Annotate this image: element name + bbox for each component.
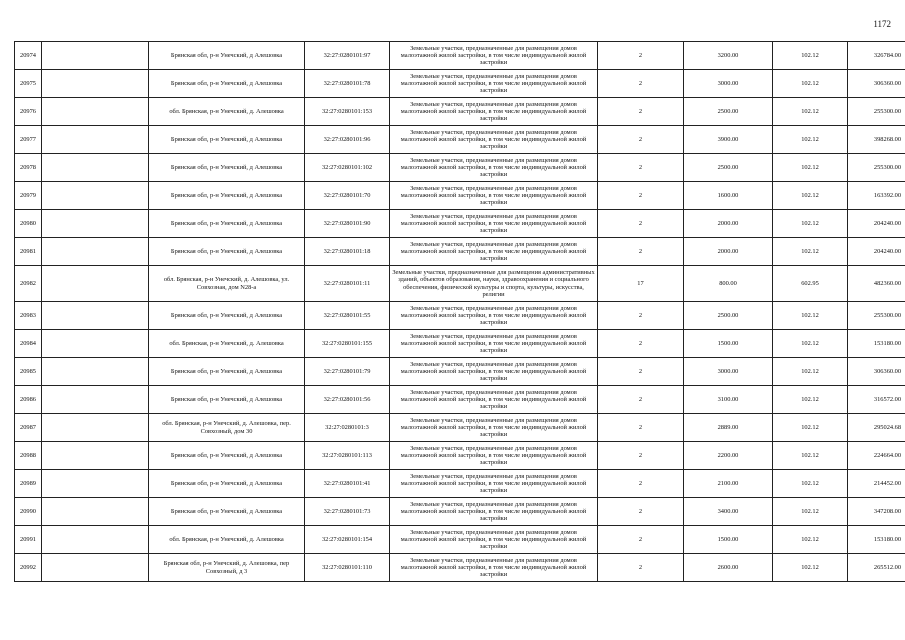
blank-cell xyxy=(42,330,149,358)
use-code-cell: 2 xyxy=(598,330,684,358)
area-cell: 1600.00 xyxy=(684,182,773,210)
row-number-cell: 20989 xyxy=(15,470,42,498)
area-cell: 3100.00 xyxy=(684,386,773,414)
use-code-cell: 17 xyxy=(598,266,684,302)
table-row xyxy=(15,470,905,498)
cadastral-number-cell: 32:27:0280101:79 xyxy=(305,358,390,386)
land-use-cell: Земельные участки, предназначенные для размещения домов малоэтажной жилой застройки, в том числе индивидуальной жилой застройки xyxy=(390,98,598,126)
row-number-cell: 20986 xyxy=(15,386,42,414)
cadastral-number-cell: 32:27:0280101:96 xyxy=(305,126,390,154)
cadastral-number-cell: 32:27:0280101:18 xyxy=(305,238,390,266)
use-code-cell: 2 xyxy=(598,238,684,266)
land-use-cell: Земельные участки, предназначенные для размещения домов малоэтажной жилой застройки, в том числе индивидуальной жилой застройки xyxy=(390,470,598,498)
rate-cell: 102.12 xyxy=(773,330,848,358)
cadastral-value-cell: 204240.00 xyxy=(848,210,905,238)
area-cell: 2600.00 xyxy=(684,554,773,582)
land-use-cell: Земельные участки, предназначенные для размещения домов малоэтажной жилой застройки, в том числе индивидуальной жилой застройки xyxy=(390,554,598,582)
cadastral-number-cell: 32:27:0280101:90 xyxy=(305,210,390,238)
row-number-cell: 20978 xyxy=(15,154,42,182)
table-row xyxy=(15,302,905,330)
cadastral-value-cell: 214452.00 xyxy=(848,470,905,498)
table-row xyxy=(15,526,905,554)
blank-cell xyxy=(42,70,149,98)
table-row xyxy=(15,126,905,154)
use-code-cell: 2 xyxy=(598,442,684,470)
cadastral-number-cell: 32:27:0280101:113 xyxy=(305,442,390,470)
cadastral-number-cell: 32:27:0280101:110 xyxy=(305,554,390,582)
row-number-cell: 20991 xyxy=(15,526,42,554)
rate-cell: 102.12 xyxy=(773,414,848,442)
cadastral-value-cell: 255300.00 xyxy=(848,302,905,330)
address-cell: обл. Брянская, р-н Унечский, д. Алешовка, пер. Совхозный, дом 30 xyxy=(149,414,305,442)
land-use-cell: Земельные участки, предназначенные для размещения домов малоэтажной жилой застройки, в том числе индивидуальной жилой застройки xyxy=(390,70,598,98)
blank-cell xyxy=(42,470,149,498)
table-row xyxy=(15,442,905,470)
use-code-cell: 2 xyxy=(598,98,684,126)
blank-cell xyxy=(42,42,149,70)
rate-cell: 102.12 xyxy=(773,554,848,582)
cadastral-value-cell: 153180.00 xyxy=(848,330,905,358)
cadastral-value-cell: 153180.00 xyxy=(848,526,905,554)
cadastral-value-cell: 255300.00 xyxy=(848,154,905,182)
table-row xyxy=(15,498,905,526)
area-cell: 3900.00 xyxy=(684,126,773,154)
row-number-cell: 20983 xyxy=(15,302,42,330)
blank-cell xyxy=(42,358,149,386)
area-cell: 3200.00 xyxy=(684,42,773,70)
cadastral-number-cell: 32:27:0280101:55 xyxy=(305,302,390,330)
blank-cell xyxy=(42,414,149,442)
address-cell: Брянская обл, р-н Унечский, д Алешовка xyxy=(149,302,305,330)
area-cell: 3400.00 xyxy=(684,498,773,526)
rate-cell: 602.95 xyxy=(773,266,848,302)
address-cell: Брянская обл, р-н Унечский, д Алешовка xyxy=(149,358,305,386)
blank-cell xyxy=(42,98,149,126)
blank-cell xyxy=(42,182,149,210)
address-cell: обл. Брянская, р-н Унечский, д. Алешовка xyxy=(149,330,305,358)
table-row xyxy=(15,182,905,210)
use-code-cell: 2 xyxy=(598,554,684,582)
rate-cell: 102.12 xyxy=(773,386,848,414)
cadastral-value-cell: 326784.00 xyxy=(848,42,905,70)
area-cell: 1500.00 xyxy=(684,330,773,358)
blank-cell xyxy=(42,238,149,266)
land-use-cell: Земельные участки, предназначенные для размещения домов малоэтажной жилой застройки, в том числе индивидуальной жилой застройки xyxy=(390,126,598,154)
land-use-cell: Земельные участки, предназначенные для размещения домов малоэтажной жилой застройки, в том числе индивидуальной жилой застройки xyxy=(390,182,598,210)
land-use-cell: Земельные участки, предназначенные для размещения домов малоэтажной жилой застройки, в том числе индивидуальной жилой застройки xyxy=(390,498,598,526)
cadastral-number-cell: 32:27:0280101:154 xyxy=(305,526,390,554)
area-cell: 2100.00 xyxy=(684,470,773,498)
row-number-cell: 20977 xyxy=(15,126,42,154)
table-row xyxy=(15,414,905,442)
row-number-cell: 20974 xyxy=(15,42,42,70)
rate-cell: 102.12 xyxy=(773,498,848,526)
use-code-cell: 2 xyxy=(598,70,684,98)
cadastral-value-cell: 306360.00 xyxy=(848,358,905,386)
address-cell: Брянская обл, р-н Унечский, д Алешовка xyxy=(149,498,305,526)
cadastral-number-cell: 32:27:0280101:78 xyxy=(305,70,390,98)
blank-cell xyxy=(42,554,149,582)
table-row xyxy=(15,154,905,182)
land-use-cell: Земельные участки, предназначенные для размещения домов малоэтажной жилой застройки, в том числе индивидуальной жилой застройки xyxy=(390,42,598,70)
land-use-cell: Земельные участки, предназначенные для размещения домов малоэтажной жилой застройки, в том числе индивидуальной жилой застройки xyxy=(390,210,598,238)
use-code-cell: 2 xyxy=(598,414,684,442)
row-number-cell: 20981 xyxy=(15,238,42,266)
rate-cell: 102.12 xyxy=(773,442,848,470)
cadastral-value-cell: 306360.00 xyxy=(848,70,905,98)
land-use-cell: Земельные участки, предназначенные для размещения домов малоэтажной жилой застройки, в том числе индивидуальной жилой застройки xyxy=(390,442,598,470)
cadastral-number-cell: 32:27:0280101:153 xyxy=(305,98,390,126)
cadastral-number-cell: 32:27:0280101:70 xyxy=(305,182,390,210)
blank-cell xyxy=(42,210,149,238)
area-cell: 800.00 xyxy=(684,266,773,302)
blank-cell xyxy=(42,526,149,554)
row-number-cell: 20987 xyxy=(15,414,42,442)
row-number-cell: 20980 xyxy=(15,210,42,238)
row-number-cell: 20982 xyxy=(15,266,42,302)
cadastral-number-cell: 32:27:0280101:3 xyxy=(305,414,390,442)
blank-cell xyxy=(42,126,149,154)
row-number-cell: 20975 xyxy=(15,70,42,98)
page-number: 1172 xyxy=(873,19,891,29)
address-cell: обл. Брянская, р-н Унечский, д. Алешовка, ул. Совхозная, дом N28-а xyxy=(149,266,305,302)
address-cell: Брянская обл, р-н Унечский, д Алешовка xyxy=(149,126,305,154)
use-code-cell: 2 xyxy=(598,42,684,70)
address-cell: Брянская обл, р-н Унечский, д Алешовка xyxy=(149,70,305,98)
row-number-cell: 20979 xyxy=(15,182,42,210)
cadastral-number-cell: 32:27:0280101:73 xyxy=(305,498,390,526)
table-row xyxy=(15,98,905,126)
blank-cell xyxy=(42,154,149,182)
table-row xyxy=(15,42,905,70)
cadastral-number-cell: 32:27:0280101:11 xyxy=(305,266,390,302)
area-cell: 2500.00 xyxy=(684,154,773,182)
cadastral-value-cell: 482360.00 xyxy=(848,266,905,302)
address-cell: Брянская обл, р-н Унечский, д. Алешовка, пер Совхозный, д 3 xyxy=(149,554,305,582)
use-code-cell: 2 xyxy=(598,526,684,554)
land-use-cell: Земельные участки, предназначенные для размещения домов малоэтажной жилой застройки, в том числе индивидуальной жилой застройки xyxy=(390,358,598,386)
row-number-cell: 20985 xyxy=(15,358,42,386)
cadastral-value-cell: 265512.00 xyxy=(848,554,905,582)
area-cell: 1500.00 xyxy=(684,526,773,554)
area-cell: 2500.00 xyxy=(684,98,773,126)
table-row xyxy=(15,210,905,238)
area-cell: 2000.00 xyxy=(684,210,773,238)
use-code-cell: 2 xyxy=(598,210,684,238)
address-cell: Брянская обл, р-н Унечский, д Алешовка xyxy=(149,154,305,182)
row-number-cell: 20984 xyxy=(15,330,42,358)
blank-cell xyxy=(42,266,149,302)
land-use-cell: Земельные участки, предназначенные для размещения административных зданий, объектов образования, науки, здравоохранения и социального обеспечения, физической культуры и спорта, культуры, искусства, религии xyxy=(390,266,598,302)
rate-cell: 102.12 xyxy=(773,302,848,330)
cadastral-number-cell: 32:27:0280101:41 xyxy=(305,470,390,498)
rate-cell: 102.12 xyxy=(773,526,848,554)
use-code-cell: 2 xyxy=(598,470,684,498)
use-code-cell: 2 xyxy=(598,154,684,182)
cadastral-value-cell: 295024.68 xyxy=(848,414,905,442)
address-cell: Брянская обл, р-н Унечский, д Алешовка xyxy=(149,210,305,238)
area-cell: 2000.00 xyxy=(684,238,773,266)
table-row xyxy=(15,386,905,414)
blank-cell xyxy=(42,386,149,414)
blank-cell xyxy=(42,442,149,470)
blank-cell xyxy=(42,498,149,526)
use-code-cell: 2 xyxy=(598,302,684,330)
use-code-cell: 2 xyxy=(598,358,684,386)
row-number-cell: 20992 xyxy=(15,554,42,582)
address-cell: обл. Брянская, р-н Унечский, д. Алешовка xyxy=(149,526,305,554)
land-use-cell: Земельные участки, предназначенные для размещения домов малоэтажной жилой застройки, в том числе индивидуальной жилой застройки xyxy=(390,386,598,414)
rate-cell: 102.12 xyxy=(773,210,848,238)
area-cell: 3000.00 xyxy=(684,70,773,98)
registry-rows xyxy=(15,42,905,582)
rate-cell: 102.12 xyxy=(773,358,848,386)
cadastral-value-cell: 347208.00 xyxy=(848,498,905,526)
row-number-cell: 20990 xyxy=(15,498,42,526)
table-row xyxy=(15,238,905,266)
blank-cell xyxy=(42,302,149,330)
rate-cell: 102.12 xyxy=(773,126,848,154)
cadastral-number-cell: 32:27:0280101:97 xyxy=(305,42,390,70)
use-code-cell: 2 xyxy=(598,386,684,414)
use-code-cell: 2 xyxy=(598,498,684,526)
address-cell: Брянская обл, р-н Унечский, д Алешовка xyxy=(149,238,305,266)
land-use-cell: Земельные участки, предназначенные для размещения домов малоэтажной жилой застройки, в том числе индивидуальной жилой застройки xyxy=(390,302,598,330)
address-cell: Брянская обл, р-н Унечский, д Алешовка xyxy=(149,42,305,70)
land-use-cell: Земельные участки, предназначенные для размещения домов малоэтажной жилой застройки, в том числе индивидуальной жилой застройки xyxy=(390,154,598,182)
table-row xyxy=(15,70,905,98)
address-cell: Брянская обл, р-н Унечский, д Алешовка xyxy=(149,182,305,210)
cadastral-value-cell: 204240.00 xyxy=(848,238,905,266)
address-cell: обл. Брянская, р-н Унечский, д. Алешовка xyxy=(149,98,305,126)
area-cell: 3000.00 xyxy=(684,358,773,386)
cadastral-value-cell: 316572.00 xyxy=(848,386,905,414)
table-row xyxy=(15,554,905,582)
land-use-cell: Земельные участки, предназначенные для размещения домов малоэтажной жилой застройки, в том числе индивидуальной жилой застройки xyxy=(390,238,598,266)
table-row xyxy=(15,330,905,358)
row-number-cell: 20976 xyxy=(15,98,42,126)
rate-cell: 102.12 xyxy=(773,42,848,70)
rate-cell: 102.12 xyxy=(773,182,848,210)
address-cell: Брянская обл, р-н Унечский, д Алешовка xyxy=(149,386,305,414)
land-use-cell: Земельные участки, предназначенные для размещения домов малоэтажной жилой застройки, в том числе индивидуальной жилой застройки xyxy=(390,414,598,442)
use-code-cell: 2 xyxy=(598,126,684,154)
area-cell: 2200.00 xyxy=(684,442,773,470)
rate-cell: 102.12 xyxy=(773,98,848,126)
cadastral-number-cell: 32:27:0280101:102 xyxy=(305,154,390,182)
row-number-cell: 20988 xyxy=(15,442,42,470)
rate-cell: 102.12 xyxy=(773,238,848,266)
cadastral-value-cell: 398268.00 xyxy=(848,126,905,154)
cadastral-number-cell: 32:27:0280101:155 xyxy=(305,330,390,358)
table-row xyxy=(15,358,905,386)
cadastral-number-cell: 32:27:0280101:56 xyxy=(305,386,390,414)
cadastral-value-cell: 224664.00 xyxy=(848,442,905,470)
use-code-cell: 2 xyxy=(598,182,684,210)
address-cell: Брянская обл, р-н Унечский, д Алешовка xyxy=(149,442,305,470)
rate-cell: 102.12 xyxy=(773,470,848,498)
cadastral-value-cell: 163392.00 xyxy=(848,182,905,210)
area-cell: 2889.00 xyxy=(684,414,773,442)
area-cell: 2500.00 xyxy=(684,302,773,330)
land-use-cell: Земельные участки, предназначенные для размещения домов малоэтажной жилой застройки, в том числе индивидуальной жилой застройки xyxy=(390,526,598,554)
rate-cell: 102.12 xyxy=(773,154,848,182)
address-cell: Брянская обл, р-н Унечский, д Алешовка xyxy=(149,470,305,498)
table-row xyxy=(15,266,905,302)
rate-cell: 102.12 xyxy=(773,70,848,98)
land-use-cell: Земельные участки, предназначенные для размещения домов малоэтажной жилой застройки, в том числе индивидуальной жилой застройки xyxy=(390,330,598,358)
land-registry-table xyxy=(14,41,905,582)
cadastral-value-cell: 255300.00 xyxy=(848,98,905,126)
